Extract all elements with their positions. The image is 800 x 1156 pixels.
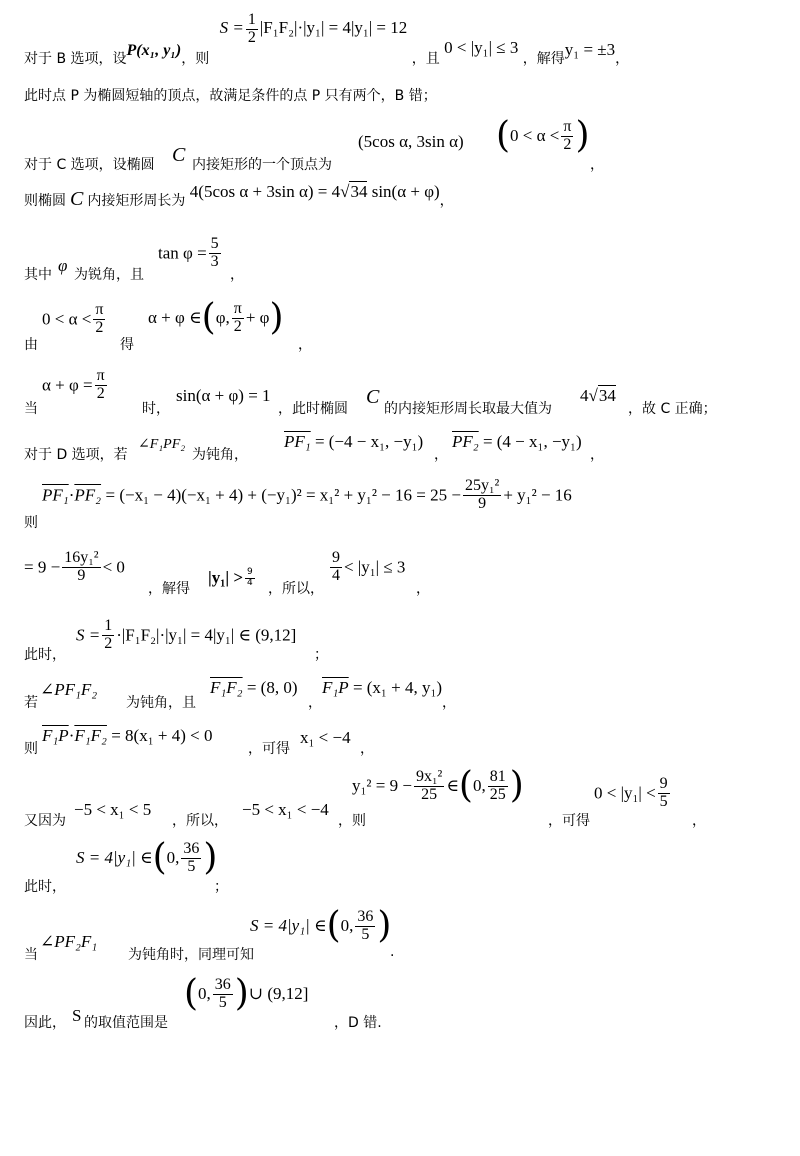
math-s: S = — [219, 18, 244, 38]
text: . — [390, 944, 395, 960]
text: ，所以， — [268, 581, 324, 597]
text: ， — [615, 51, 630, 68]
fraction-half: $\frac{1}{2}$ — [247, 11, 256, 46]
math-c: C — [172, 144, 186, 166]
text: ，则 — [338, 813, 366, 829]
math-vertex: (5cos α, 3sin α) — [358, 132, 464, 151]
line-angle-pf2f1 — [24, 905, 780, 964]
text: ， — [308, 695, 322, 711]
text: 内接矩形周长为 — [87, 193, 186, 209]
math-cond: 0 < |y₁| ≤ 3 — [444, 38, 519, 58]
math-lead: = 9 − $\frac{\text{16y₁²}}{9}$ < 0 — [24, 549, 125, 584]
math-angle: ∠PF₁F₂ — [40, 680, 98, 699]
line-f1p-dot — [24, 722, 780, 758]
text: 的内接矩形周长取最大值为 — [384, 401, 552, 417]
math-sin: sin(α + φ) = 1 — [176, 386, 271, 405]
line-area-2 — [24, 837, 780, 896]
text: 此时， — [24, 647, 66, 663]
math-point-p: P(x₁, y₁) — [126, 42, 182, 60]
text: 为钝角，且 — [126, 695, 196, 711]
math-y-square: y₁² = 9 − $\frac{\text{9x₁²}}{25}$ ∈(0, $\frac{81}{25}$ ) — [352, 765, 524, 806]
math-dot: PF₁·PF₂ = (−x₁ − 4)(−x₁ + 4) + (−y₁)² = x₁² + y₁² − 16 = 25 − $\frac{\text{25y₁²}}{9}$ + y₁² − 16 — [42, 477, 572, 512]
math-s: S — [72, 1006, 82, 1025]
text: ， — [298, 337, 312, 353]
math-area: S = 4|y₁| ∈(0, $\frac{36}{5}$ ) — [250, 905, 392, 946]
text: ， — [416, 581, 430, 597]
line-conclusion — [24, 973, 780, 1032]
text: ， — [442, 695, 456, 711]
text: ，解得 — [522, 51, 565, 68]
math-phi: φ — [58, 256, 68, 275]
text: 对于 C 选项，设椭圆 — [24, 157, 155, 173]
text: 则 — [24, 741, 38, 757]
text: ， — [439, 193, 454, 209]
math-range: $\frac{9}{4}$ < |y₁| ≤ 3 — [332, 549, 406, 584]
text: 则椭圆 — [24, 193, 66, 209]
text: 的取值范围是 — [84, 1015, 168, 1031]
text: ； — [314, 647, 328, 663]
line-max — [24, 364, 780, 417]
math-area: S = $\frac{1}{2}$ ·|F₁F₂|·|y₁| = 4|y₁| ∈ (9,12] — [76, 617, 297, 652]
text: 对于 D 选项，若 — [24, 447, 128, 463]
math-pf2: PF₂ = (4 − x₁, −y₁) — [452, 432, 582, 451]
math-range: (0, $\frac{36}{5}$ )∪ (9,12] — [184, 973, 309, 1014]
math-perimeter: 4(5cos α + 3sin α) = 4√34 sin(α + φ) — [189, 182, 440, 201]
text: 若 — [24, 695, 38, 711]
text: ，且 — [411, 51, 440, 68]
text: 为钝角， — [192, 447, 248, 463]
text: ， — [590, 157, 604, 173]
text: 得 — [120, 337, 134, 353]
math-left: 0 < α < $\frac{\pi}{2}$ — [42, 301, 104, 336]
text: 为锐角，且 — [74, 267, 144, 283]
math-max: 4√34 — [580, 386, 616, 405]
line-angle-pf1f2 — [24, 676, 780, 712]
line-option-b — [24, 11, 780, 68]
text: ，可得 — [248, 741, 290, 757]
math-x-range-2: −5 < x₁ < −4 — [242, 800, 329, 819]
math-x-range: −5 < x₁ < 5 — [74, 800, 152, 819]
text: 又因为 — [24, 813, 66, 829]
math-dot: F₁P·F₁F₂ = 8(x₁ + 4) < 0 — [42, 726, 213, 745]
line-b-conclusion — [24, 85, 780, 105]
text: ，则 — [181, 51, 210, 68]
math-f1f2: F₁F₂ = (8, 0) — [210, 678, 298, 697]
math-angle: ∠PF₂F₁ — [40, 932, 98, 951]
line-perimeter — [24, 182, 780, 211]
line-phi — [24, 235, 780, 283]
text: ， — [434, 447, 448, 463]
math-c: C — [366, 386, 380, 408]
text: 为钝角时，同理可知 — [128, 947, 254, 963]
text: 内接矩形的一个顶点为 — [192, 157, 332, 173]
text: 对于 B 选项，设 — [24, 51, 127, 68]
math-alpha-range: α + φ ∈(φ, $\frac{\pi}{2}$ + φ) — [148, 297, 284, 338]
math-result: x₁ < −4 — [300, 728, 351, 747]
text: 时， — [142, 401, 170, 417]
line-solve-y — [24, 550, 780, 596]
text: ， — [230, 267, 244, 283]
text: ，解得 — [148, 581, 190, 597]
text: 因此， — [24, 1015, 66, 1031]
text: ； — [214, 879, 228, 895]
math-f1p: F₁P = (x₁ + 4, y₁) — [322, 678, 443, 697]
math-expr: |F₁F₂|·|y₁| = 4|y₁| = 12 — [259, 18, 408, 38]
text: ， — [360, 741, 374, 757]
text: 当 — [24, 947, 38, 963]
math-range: (0 < α < $\frac{\pi}{2}$ ) — [496, 115, 590, 156]
text: ，故 C 正确； — [628, 401, 717, 417]
math-pf1: PF₁ = (−4 − x₁, −y₁) — [284, 432, 424, 451]
line-dot-product — [24, 477, 780, 531]
line-option-d — [24, 428, 780, 464]
text: ，此时椭圆 — [278, 401, 348, 417]
line-area-1 — [24, 618, 780, 664]
text: 由 — [24, 337, 38, 353]
math-sol: |y₁| > $\frac{9}{4}$ — [208, 567, 253, 588]
text: ，D 错. — [334, 1015, 382, 1031]
text: 此时点 P 为椭圆短轴的顶点，故满足条件的点 P 只有两个，B 错； — [24, 88, 437, 104]
line-because — [24, 765, 780, 829]
text: ，可得 — [548, 813, 590, 829]
math-area: S = 4|y₁| ∈(0, $\frac{36}{5}$ ) — [76, 837, 218, 878]
text: 此时， — [24, 879, 66, 895]
text: 当 — [24, 401, 38, 417]
math-y-abs: 0 < |y₁| < $\frac{9}{5}$ — [594, 775, 668, 810]
math-ap: α + φ = $\frac{\pi}{2}$ — [42, 367, 105, 402]
text: 则 — [24, 515, 38, 531]
text: ， — [692, 813, 706, 829]
text: ， — [590, 447, 604, 463]
math-c: C — [70, 188, 84, 210]
math-tan: tan φ = $\frac{5}{3}$ — [158, 235, 219, 270]
text: 其中 — [24, 267, 52, 283]
line-option-c — [24, 115, 780, 173]
math-sol: y₁ = ±3 — [564, 40, 616, 60]
math-angle: ∠F₁PF₂ — [138, 437, 186, 452]
line-range — [24, 297, 780, 353]
text: ，所以， — [172, 813, 228, 829]
